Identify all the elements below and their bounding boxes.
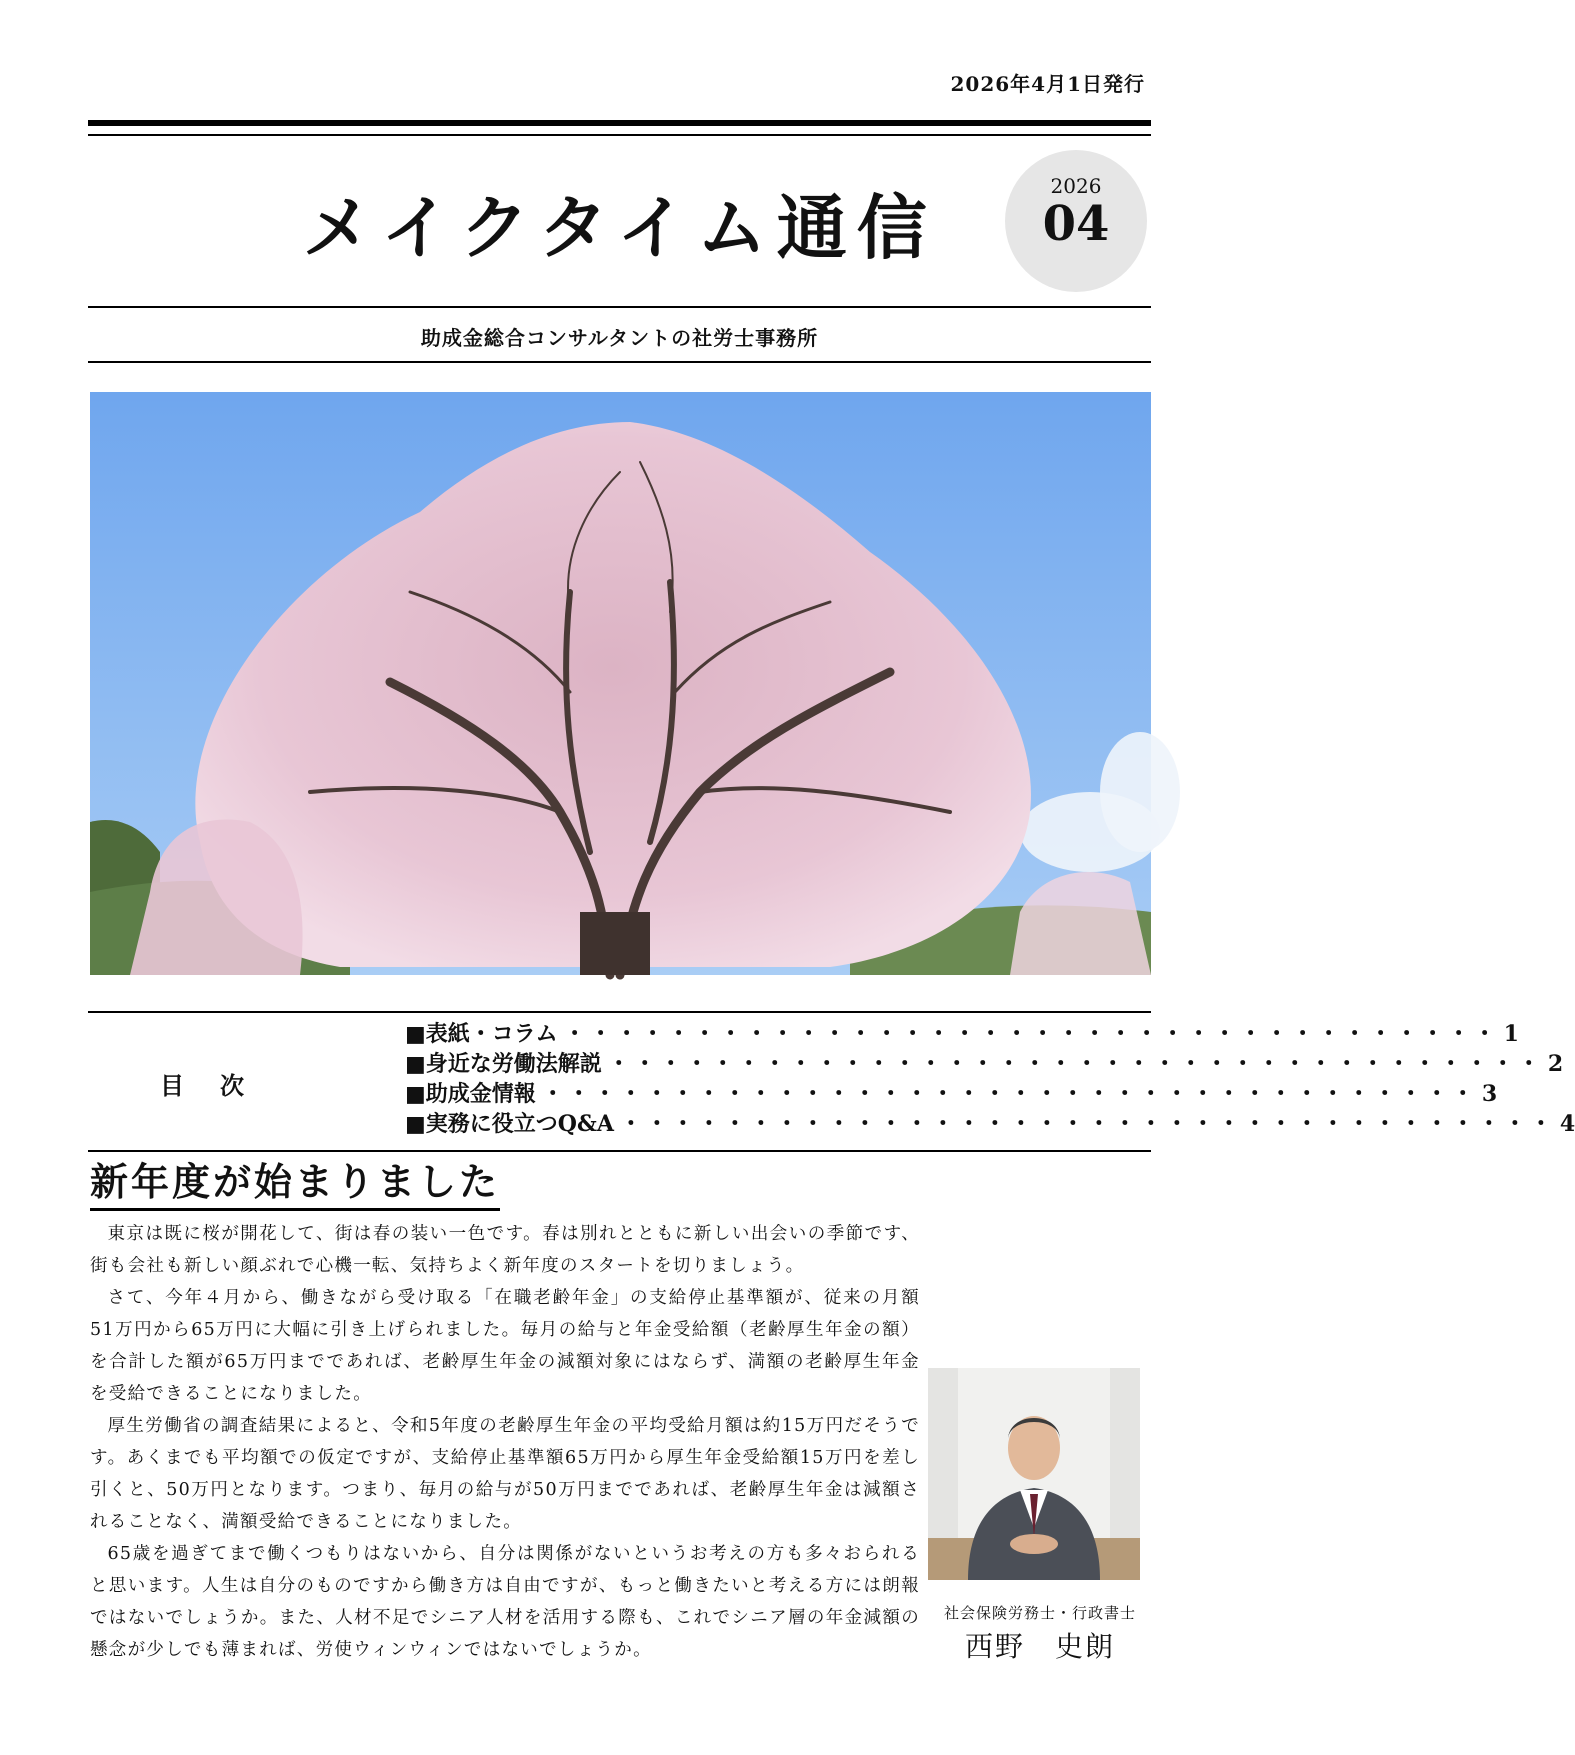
toc-leader-dots: ・・・・・・・・・・・・・・・・・・・・・・・・・・・・・・・・・・・・ — [541, 1081, 1478, 1107]
masthead-top-rule-thin — [88, 134, 1151, 136]
author-title: 社会保険労務士・行政書士 — [943, 1604, 1136, 1622]
toc-item-page: 4 — [1559, 1111, 1575, 1137]
author-portrait — [928, 1368, 1140, 1580]
issue-number-badge — [1005, 150, 1147, 292]
article-paragraph: 厚生労働省の調査結果によると、令和5年度の老齢厚生年金の平均受給月額は約15万円だそうです。あくまでも平均額での仮定ですが、支給停止基準額65万円から厚生年金受給額15万円を差し引くと、50万円となります。つまり、毎月の給与が50万円までであれば、老齢厚生年金は減額されることなく、満額受給できることになりました。 — [90, 1416, 920, 1532]
toc-item — [405, 1079, 1498, 1109]
issue-month: 04 — [1042, 196, 1110, 252]
article-body — [90, 1218, 920, 1666]
cherry-blossom-photo — [90, 392, 1151, 975]
article-paragraph: 65歳を過ぎてまで働くつもりはないから、自分は関係がないというお考えの方も多々おられると思います。人生は自分のものですから働き方は自由ですが、もっと働きたいと考える方には朗報ではないでしょうか。また、人材不足でシニア人材を活用する際も、これでシニア層の年金減額の懸念が少しでも薄まれば、労使ウィンウィンではないでしょうか。 — [90, 1544, 920, 1660]
toc-item-label: ■助成金情報 — [405, 1081, 536, 1107]
article-paragraph: 東京は既に桜が開花して、街は春の装い一色です。春は別れとともに新しい出会いの季節です、街も会社も新しい顔ぶれで心機一転、気持ちよく新年度のスタートを切りましょう。 — [90, 1224, 920, 1276]
issue-year: 2026 — [1050, 174, 1102, 198]
toc-item-label: ■身近な労働法解説 — [405, 1051, 602, 1077]
article-paragraph: さて、今年４月から、働きながら受け取る「在職老齢年金」の支給停止基準額が、従来の月額51万円から65万円に大幅に引き上げられました。毎月の給与と年金受給額（老齢厚生年金の額）を合計した額が65万円までであれば、老齢厚生年金の減額対象にはならず、満額の老齢厚生年金を受給できることになりました。 — [90, 1288, 920, 1404]
toc-item-page: 2 — [1547, 1051, 1564, 1077]
author-name: 西野 史朗 — [964, 1630, 1115, 1663]
toc-leader-dots: ・・・・・・・・・・・・・・・・・・・・・・・・・・・・・・・・・・・・ — [619, 1111, 1556, 1137]
table-of-contents — [405, 1019, 1575, 1139]
article-title: 新年度が始まりました — [90, 1158, 500, 1211]
toc-item — [405, 1049, 1564, 1079]
toc-bottom-rule — [88, 1150, 1151, 1152]
toc-top-rule — [88, 1011, 1151, 1013]
masthead-top-rule-thick — [88, 120, 1151, 126]
author-portrait-illustration — [928, 1368, 1140, 1580]
tagline-bottom-rule — [88, 361, 1151, 363]
toc-heading: 目 次 — [160, 1071, 250, 1100]
toc-item — [405, 1019, 1519, 1049]
toc-item-label: ■表紙・コラム — [405, 1021, 558, 1047]
toc-leader-dots: ・・・・・・・・・・・・・・・・・・・・・・・・・・・・・・・・・・・・ — [607, 1051, 1544, 1077]
toc-leader-dots: ・・・・・・・・・・・・・・・・・・・・・・・・・・・・・・・・・・・・ — [563, 1021, 1500, 1047]
toc-item-label: ■実務に役立つQ&A — [405, 1111, 614, 1137]
office-tagline: 助成金総合コンサルタントの社労士事務所 — [420, 326, 819, 350]
toc-item — [405, 1109, 1575, 1139]
newsletter-masthead: メイクタイム通信 — [302, 186, 937, 269]
toc-item-page: 3 — [1481, 1081, 1498, 1107]
toc-item-page: 1 — [1503, 1021, 1519, 1047]
tagline-top-rule — [88, 306, 1151, 308]
issue-date: 2026年4月1日発行 — [950, 72, 1145, 96]
cherry-tree-illustration — [90, 392, 1151, 975]
